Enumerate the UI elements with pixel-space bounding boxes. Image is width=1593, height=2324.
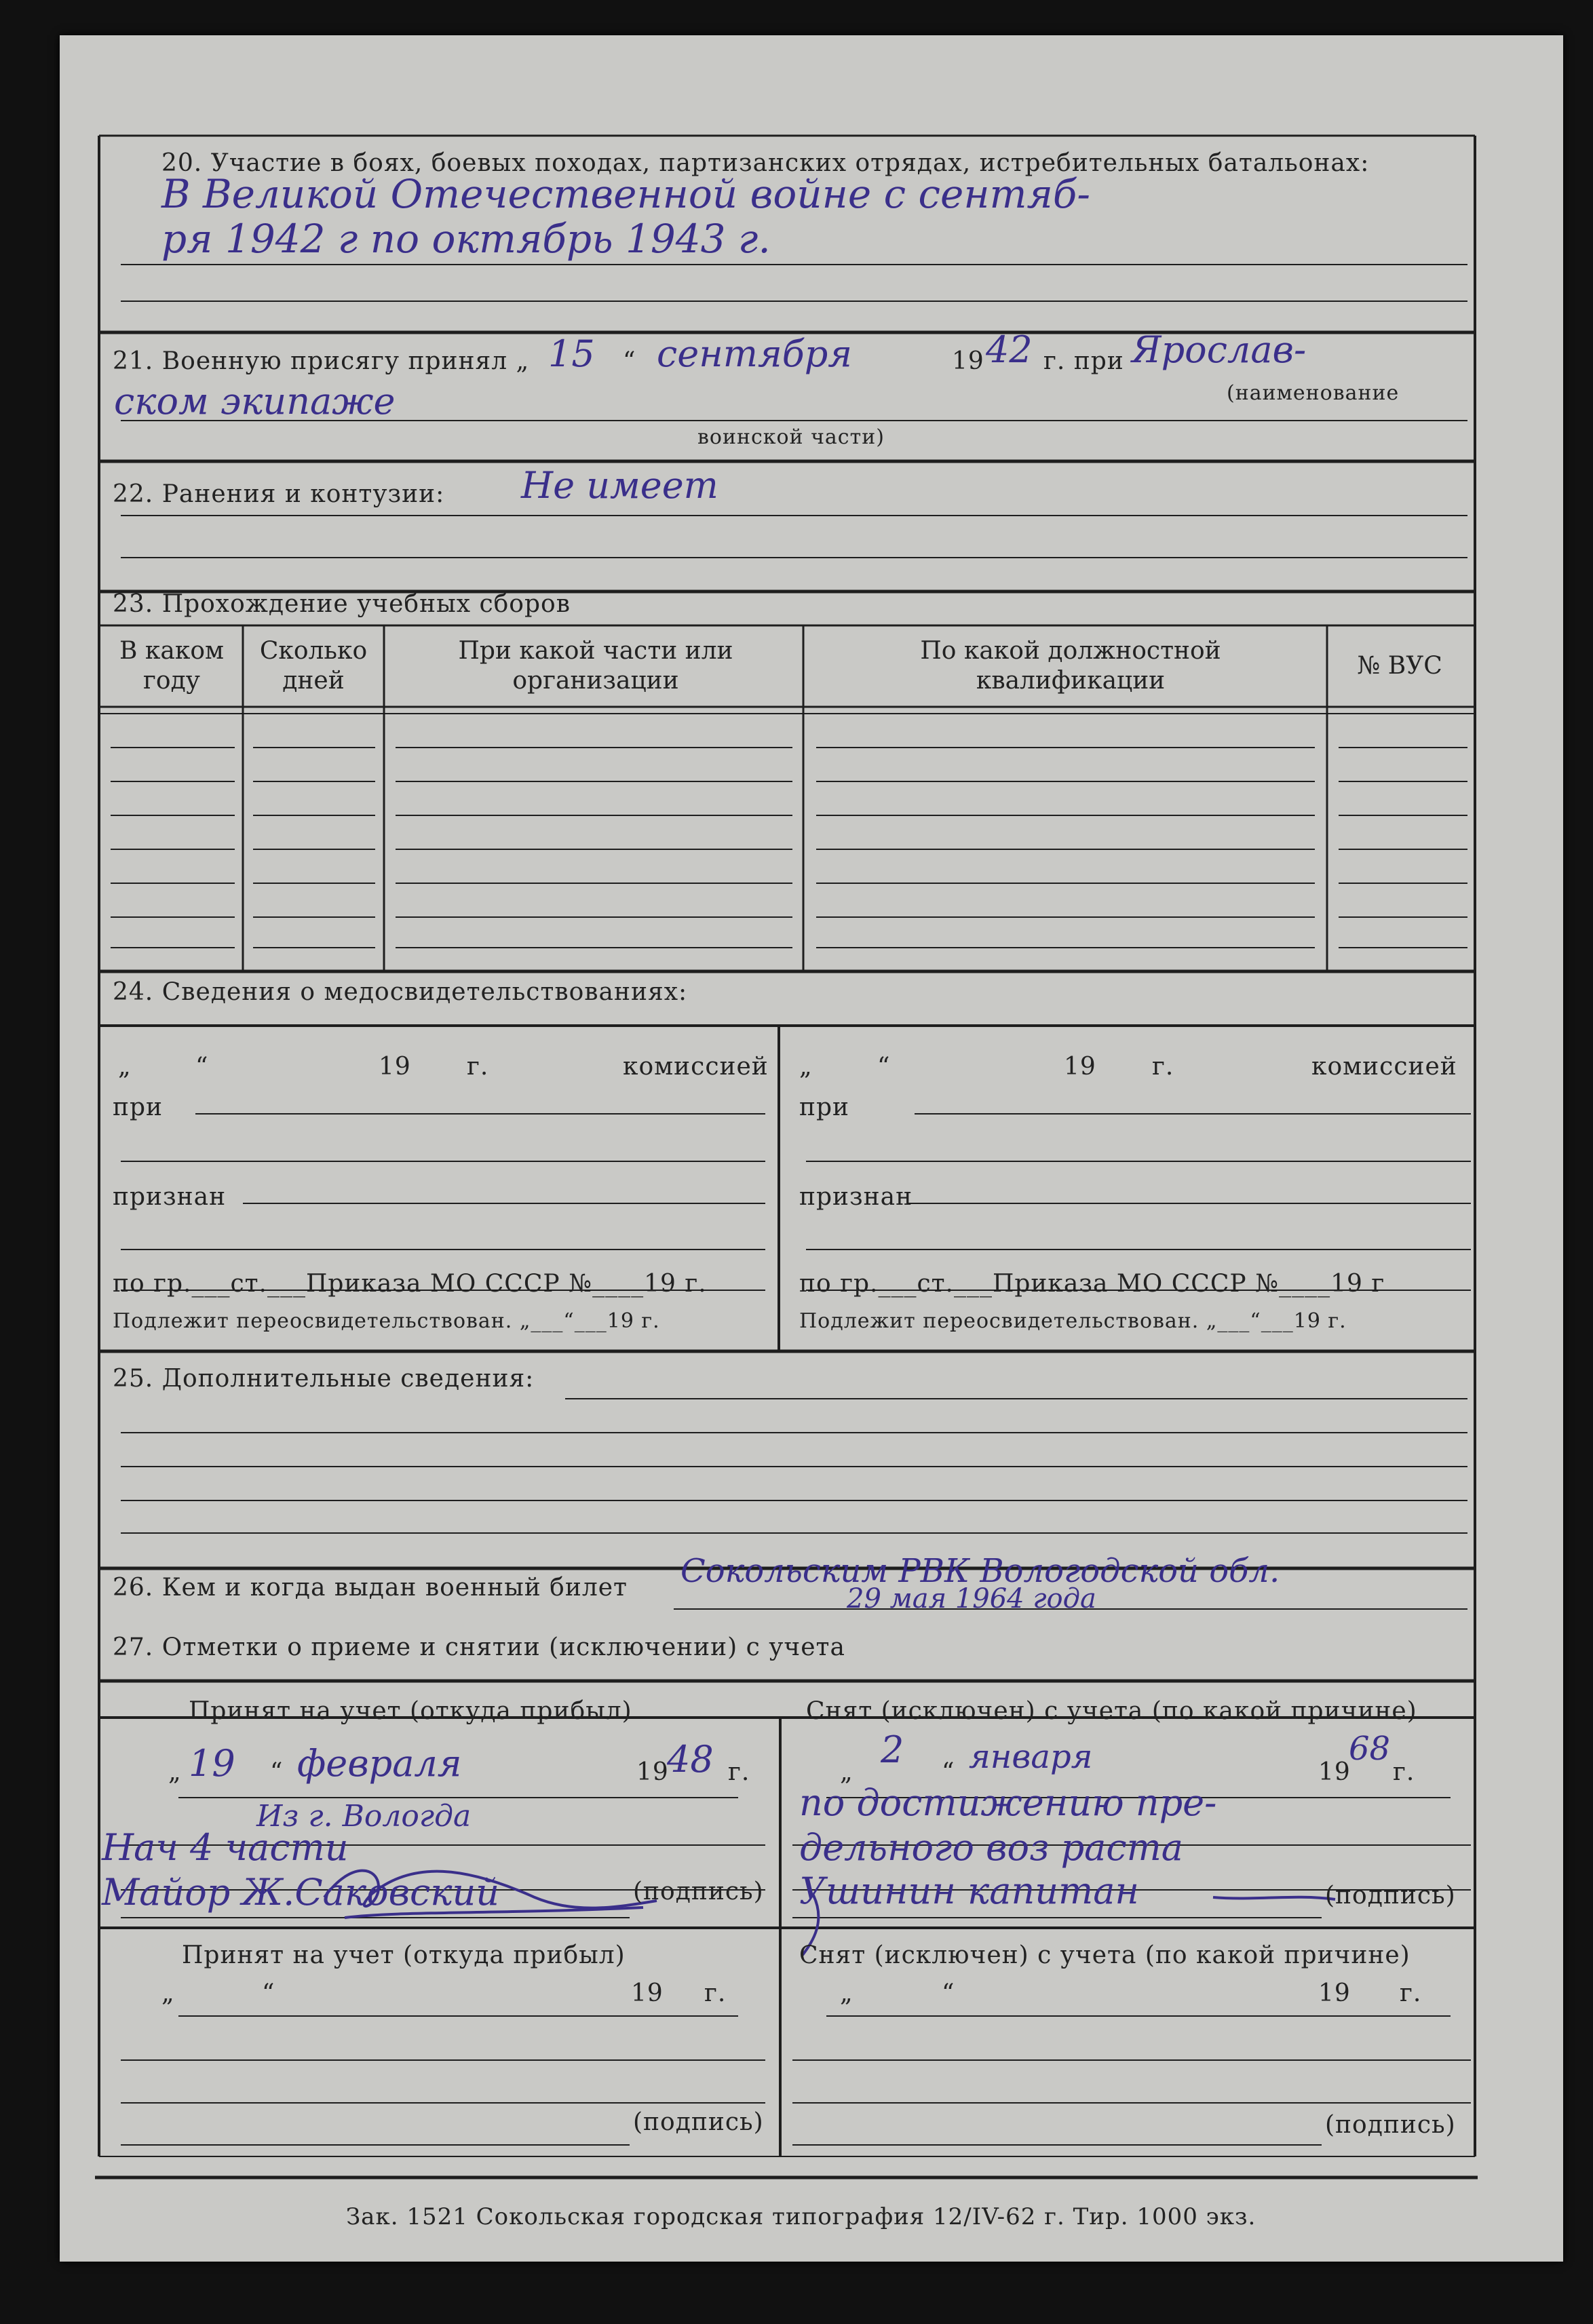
item21-quote: “ [623, 347, 636, 375]
right-top-year-suffix: г. [1393, 1758, 1415, 1786]
item24-left-pri: при [113, 1093, 164, 1121]
right-top-date-open: „ [840, 1758, 853, 1786]
left-top-date-open: „ [168, 1758, 182, 1786]
item20-handwriting-line2: ря 1942 г по октябрь 1943 г. [161, 216, 771, 262]
right-bottom-signature: (подпись) [1325, 2111, 1456, 2139]
left-top-month: февраля [297, 1742, 462, 1785]
item24-left-commission: комиссией [623, 1053, 769, 1081]
item24-left-order: по гр.___ст.___Приказа МО СССР №____19 г. [113, 1270, 707, 1298]
form-card [60, 35, 1563, 2262]
right-top-reason-line1: по достижению пре- [799, 1781, 1217, 1824]
item24-label: 24. Сведения о медосвидетельствованиях: [113, 978, 688, 1006]
item27-accepted-heading: Принят на учет (откуда прибыл) [189, 1697, 632, 1725]
item22-label: 22. Ранения и контузии: [113, 480, 445, 508]
item27-removed-heading: Снят (исключен) с учета (по какой причине) [806, 1697, 1417, 1725]
item24-left-year-suffix: г. [467, 1053, 489, 1081]
item24-left-reexam: Подлежит переосвидетельствован. „___“___19 г. [113, 1309, 660, 1333]
item21-label: 21. Военную присягу принял „ [113, 347, 530, 375]
item26-issuer: Сокольским РВК Вологодской обл. [680, 1552, 1280, 1590]
right-bottom-date-quote: “ [942, 1979, 955, 2007]
right-top-reason-line2: дельного воз раста [799, 1826, 1183, 1869]
item21-label-b: г. при [1043, 347, 1124, 375]
left-bottom-date-open: „ [161, 1979, 175, 2007]
item20-handwriting-line1: В Великой Отечественной войне с сентяб- [161, 171, 1090, 217]
left-top-year-suffix: г. [728, 1758, 750, 1786]
right-bottom-removed-heading: Снят (исключен) с учета (по какой причине) [799, 1941, 1410, 1969]
item21-day: 15 [548, 332, 595, 375]
right-bottom-year-suffix: г. [1400, 1979, 1422, 2007]
table-header-vus: № ВУС [1357, 652, 1442, 680]
item21-month: сентября [657, 332, 853, 375]
item21-unit-line2: ском экипаже [114, 380, 396, 423]
left-top-date-quote: “ [270, 1758, 284, 1786]
right-top-year-prefix: 19 [1318, 1758, 1351, 1786]
left-bottom-signature: (подпись) [633, 2108, 764, 2136]
item24-right-reexam: Подлежит переосвидетельствован. „___“___19 г. [799, 1309, 1347, 1333]
printer-footer: Зак. 1521 Сокольская городская типография 12/IV-62 г. Тир. 1000 экз. [346, 2203, 1256, 2230]
item24-left-date-open: „ [118, 1053, 132, 1081]
left-bottom-accepted-heading: Принят на учет (откуда прибыл) [182, 1941, 626, 1969]
item25-label: 25. Дополнительные сведения: [113, 1365, 535, 1393]
item20-label: 20. Участие в боях, боевых походах, партизанских отрядах, истребительных батальонах: [161, 149, 1370, 177]
left-top-origin: Из г. Вологда [256, 1799, 472, 1834]
item24-left-recognized: признан [113, 1183, 227, 1211]
left-top-signature: (подпись) [633, 1878, 764, 1905]
item24-right-year-prefix: 19 [1064, 1053, 1096, 1081]
item21-caption-a: (наименование [1227, 381, 1400, 405]
right-top-date-quote: “ [942, 1758, 955, 1786]
right-top-month: января [969, 1738, 1093, 1776]
table-header-unit: При какой части или организации [458, 637, 733, 695]
item24-right-date-quote: “ [877, 1053, 891, 1081]
left-bottom-year-suffix: г. [704, 1979, 727, 2007]
item27-label: 27. Отметки о приеме и снятии (исключении) с учета [113, 1633, 845, 1661]
item24-right-commission: комиссией [1311, 1053, 1457, 1081]
table-header-qualification: По какой должностной квалификации [920, 637, 1221, 695]
table-header-year: В каком году [119, 637, 225, 695]
left-top-year: 48 [667, 1738, 714, 1781]
item26-label: 26. Кем и когда выдан военный билет [113, 1574, 628, 1602]
item24-right-pri: при [799, 1093, 850, 1121]
item24-right-order: по гр.___ст.___Приказа МО СССР №____19 г [799, 1270, 1385, 1298]
item24-right-year-suffix: г. [1152, 1053, 1174, 1081]
right-top-year: 68 [1349, 1730, 1391, 1768]
item23-label: 23. Прохождение учебных сборов [113, 590, 571, 618]
right-top-day: 2 [881, 1728, 904, 1771]
left-bottom-date-quote: “ [262, 1979, 275, 2007]
left-top-day: 19 [189, 1742, 235, 1785]
item26-date: 29 мая 1964 года [847, 1583, 1096, 1614]
left-top-year-prefix: 19 [636, 1758, 669, 1786]
left-bottom-year-prefix: 19 [631, 1979, 664, 2007]
item21-caption-b: воинской части) [697, 425, 885, 449]
right-top-signature: (подпись) [1325, 1882, 1456, 1910]
right-bottom-date-open: „ [840, 1979, 853, 2007]
item21-unit-line1: Ярослав- [1132, 328, 1307, 371]
item24-right-recognized: признан [799, 1183, 913, 1211]
item22-value: Не имеет [521, 464, 718, 507]
left-top-official-name: Майор Ж.Саковский [102, 1871, 500, 1914]
item24-left-date-quote: “ [195, 1053, 209, 1081]
right-bottom-year-prefix: 19 [1318, 1979, 1351, 2007]
item24-right-date-open: „ [799, 1053, 813, 1081]
item24-left-year-prefix: 19 [379, 1053, 411, 1081]
left-top-official-title: Нач 4 части [102, 1826, 349, 1869]
item21-year-prefix: 19 [952, 347, 984, 375]
table-header-days: Сколько дней [259, 637, 368, 695]
item21-year: 42 [986, 328, 1033, 371]
right-top-official: Ушинин капитан [799, 1870, 1140, 1912]
